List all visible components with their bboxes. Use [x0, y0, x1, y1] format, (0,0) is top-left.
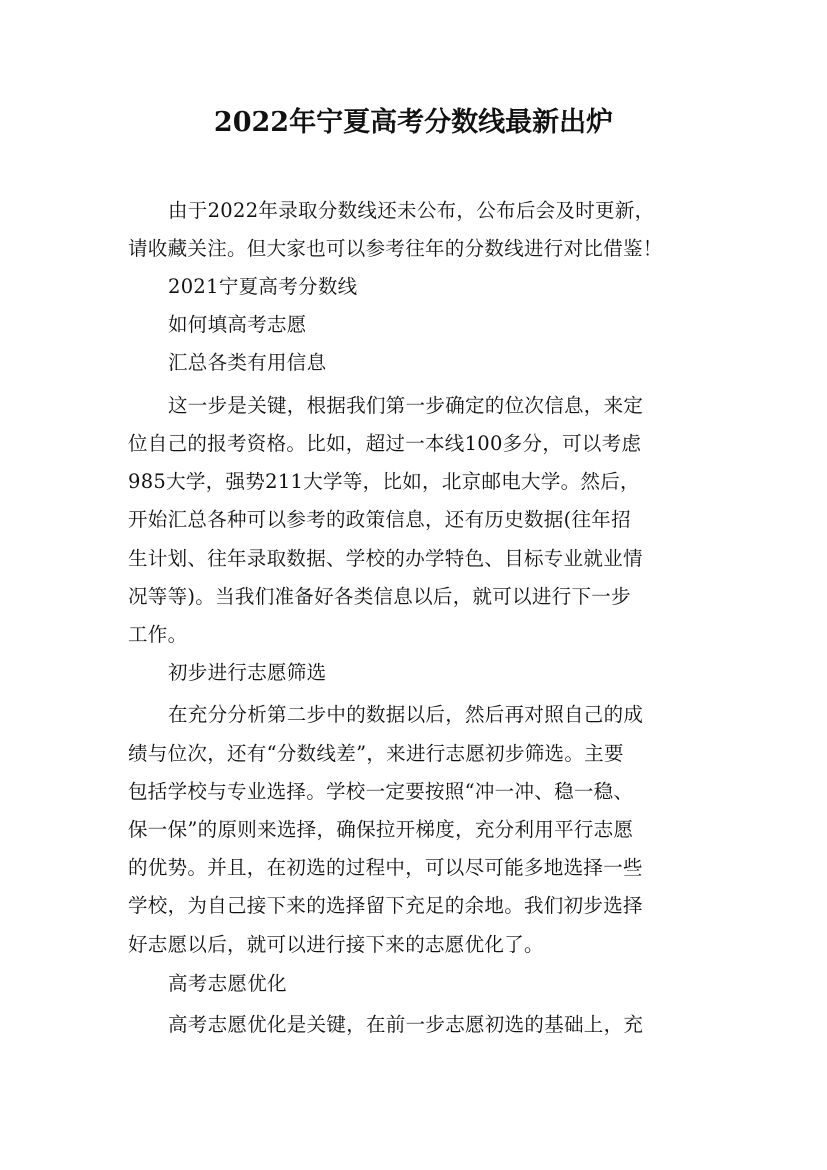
paragraph-line: 开始汇总各种可以参考的政策信息，还有历史数据(往年招	[128, 508, 631, 531]
paragraph-line: 高考志愿优化是关键，在前一步志愿初选的基础上，充	[168, 1013, 644, 1036]
document-title: 2022年宁夏高考分数线最新出炉	[213, 107, 614, 138]
paragraph-line: 学校，为自己接下来的选择留下充足的余地。我们初步选择	[128, 894, 643, 917]
paragraph-line: 位自己的报考资格。比如，超过一本线100多分，可以考虑	[128, 432, 642, 455]
section-heading: 2021宁夏高考分数线	[168, 275, 358, 298]
paragraph-line: 的优势。并且，在初选的过程中，可以尽可能多地选择一些	[128, 856, 643, 879]
paragraph-line: 工作。	[128, 623, 188, 646]
paragraph-line: 由于2022年录取分数线还未公布，公布后会及时更新，	[168, 199, 655, 222]
section-heading: 初步进行志愿筛选	[168, 661, 327, 684]
paragraph-line: 这一步是关键，根据我们第一步确定的位次信息，来定	[168, 394, 644, 417]
paragraph-line: 生计划、往年录取数据、学校的办学特色、目标专业就业情	[128, 547, 643, 570]
paragraph-line: 绩与位次，还有“分数线差”，来进行志愿初步筛选。主要	[128, 742, 624, 765]
paragraph-line: 保一保”的原则来选择，确保拉开梯度，充分利用平行志愿	[128, 818, 634, 841]
section-heading: 高考志愿优化	[168, 972, 287, 995]
paragraph-line: 985大学，强势211大学等，比如，北京邮电大学。然后，	[128, 470, 640, 493]
paragraph-line: 包括学校与专业选择。学校一定要按照“冲一冲、稳一稳、	[128, 780, 634, 803]
section-heading: 汇总各类有用信息	[168, 351, 327, 374]
paragraph-line: 好志愿以后，就可以进行接下来的志愿优化了。	[128, 933, 544, 956]
paragraph-line: 在充分分析第二步中的数据以后，然后再对照自己的成	[168, 703, 644, 726]
paragraph-line: 请收藏关注。但大家也可以参考往年的分数线进行对比借鉴！	[128, 237, 663, 260]
section-heading: 如何填高考志愿	[168, 313, 307, 336]
paragraph-line: 况等等)。当我们准备好各类信息以后，就可以进行下一步	[128, 585, 631, 608]
